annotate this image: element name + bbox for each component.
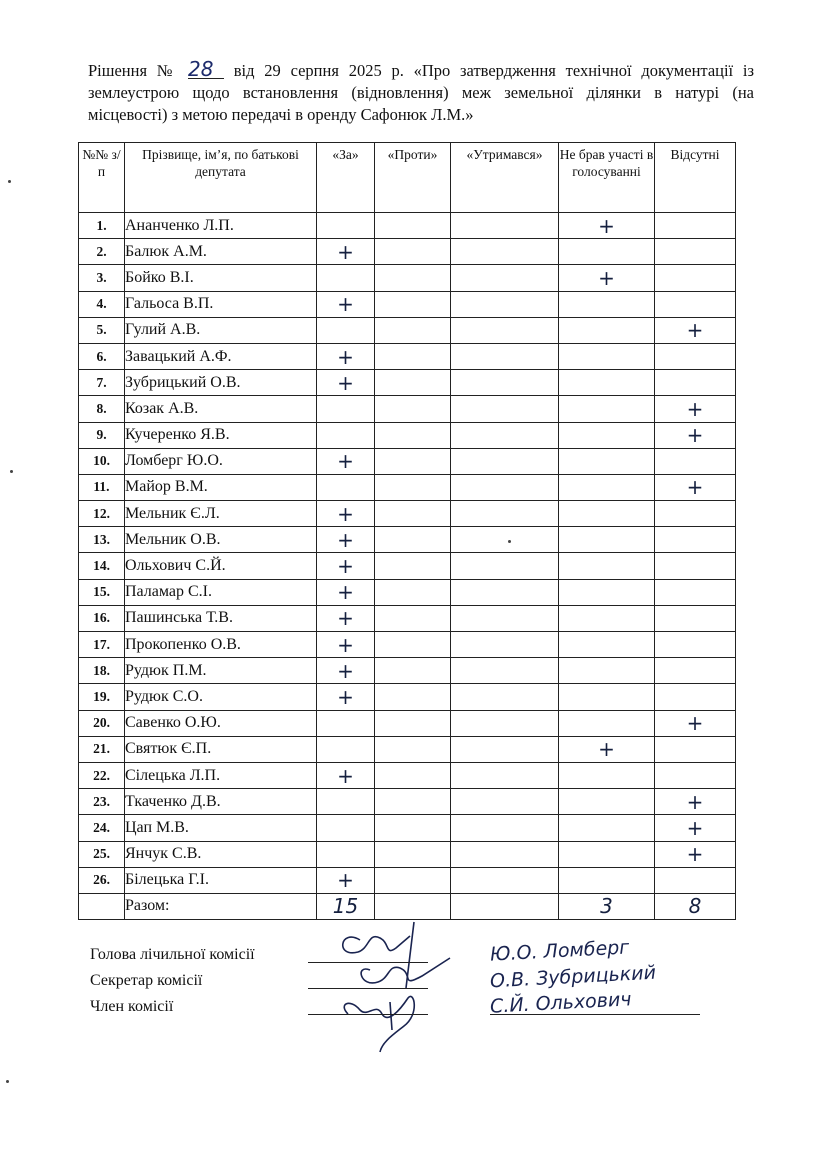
vote-cell-abstained [451, 265, 559, 291]
header-num: №№ з/п [79, 143, 125, 213]
header-abstained: «Утримався» [451, 143, 559, 213]
table-row [79, 448, 736, 474]
vote-mark-for: + [317, 658, 375, 684]
header-for: «За» [317, 143, 375, 213]
deputy-name: Янчук С.В. [125, 841, 317, 867]
vote-mark-for: + [317, 553, 375, 579]
vote-cell-not-voted [559, 789, 655, 815]
vote-mark-absent: + [655, 789, 736, 815]
vote-mark-absent: + [655, 815, 736, 841]
row-number: 2. [79, 239, 125, 265]
vote-cell-against [375, 684, 451, 710]
vote-cell-against [375, 658, 451, 684]
table-row [79, 815, 736, 841]
deputy-name: Святюк Є.П. [125, 736, 317, 762]
deputy-name: Гулий А.В. [125, 317, 317, 343]
vote-mark-not-voted: + [559, 736, 655, 762]
vote-cell-against [375, 553, 451, 579]
deputy-name: Ананченко Л.П. [125, 213, 317, 239]
vote-cell-abstained [451, 736, 559, 762]
vote-cell-for [317, 815, 375, 841]
signature-block [90, 936, 657, 1020]
vote-cell-against [375, 632, 451, 658]
deputy-name: Гальоса В.П. [125, 291, 317, 317]
decision-heading [88, 57, 755, 126]
vote-mark-for: + [317, 501, 375, 527]
signature-row-member [90, 988, 633, 1020]
deputy-name: Білецька Г.І. [125, 867, 317, 893]
vote-mark-absent: + [655, 841, 736, 867]
total-against [375, 893, 451, 919]
vote-cell-abstained [451, 527, 559, 553]
vote-cell-abstained [451, 815, 559, 841]
vote-cell-for [317, 710, 375, 736]
row-number: 16. [79, 605, 125, 631]
vote-cell-absent [655, 239, 736, 265]
deputy-name: Прокопенко О.В. [125, 632, 317, 658]
table-row [79, 632, 736, 658]
scan-speck [508, 540, 511, 543]
vote-cell-abstained [451, 396, 559, 422]
signature-chairman [343, 922, 414, 988]
vote-cell-not-voted [559, 239, 655, 265]
total-not-voted: 3 [559, 893, 655, 919]
table-row [79, 265, 736, 291]
handwritten-name-chairman: Ю.О. Ломберг [489, 936, 630, 966]
row-number: 9. [79, 422, 125, 448]
table-row [79, 213, 736, 239]
decision-title: від 29 серпня 2025 р. «Про затвердження технічної документації із землеустрою щодо встановлення (відновлення) меж земельної ділянки в натурі (на місцевості) з метою передачі в оренду Сафонюк Л.М.» [88, 61, 755, 124]
signature-row-chairman [90, 936, 630, 968]
vote-cell-not-voted [559, 867, 655, 893]
deputy-name: Кучеренко Я.В. [125, 422, 317, 448]
totals-row [79, 893, 736, 919]
table-row [79, 553, 736, 579]
vote-mark-absent: + [655, 710, 736, 736]
row-number: 4. [79, 291, 125, 317]
vote-cell-against [375, 474, 451, 500]
deputy-name: Ольхович С.Й. [125, 553, 317, 579]
vote-cell-against [375, 762, 451, 788]
vote-cell-abstained [451, 474, 559, 500]
header-against: «Проти» [375, 143, 451, 213]
deputy-name: Савенко О.Ю. [125, 710, 317, 736]
row-number: 19. [79, 684, 125, 710]
vote-cell-not-voted [559, 396, 655, 422]
vote-cell-abstained [451, 553, 559, 579]
total-abstained [451, 893, 559, 919]
table-row [79, 291, 736, 317]
vote-cell-absent [655, 213, 736, 239]
role-secretary: Секретар комісії [90, 972, 203, 989]
row-number: 24. [79, 815, 125, 841]
vote-cell-absent [655, 501, 736, 527]
vote-cell-against [375, 213, 451, 239]
totals-num-cell [79, 893, 125, 919]
deputy-name: Зубрицький О.В. [125, 370, 317, 396]
vote-mark-not-voted: + [559, 265, 655, 291]
row-number: 23. [79, 789, 125, 815]
vote-cell-abstained [451, 422, 559, 448]
row-number: 12. [79, 501, 125, 527]
vote-cell-against [375, 736, 451, 762]
vote-cell-against [375, 448, 451, 474]
vote-cell-not-voted [559, 448, 655, 474]
deputy-name: Майор В.М. [125, 474, 317, 500]
row-number: 13. [79, 527, 125, 553]
row-number: 22. [79, 762, 125, 788]
row-number: 17. [79, 632, 125, 658]
table-row [79, 841, 736, 867]
vote-cell-not-voted [559, 815, 655, 841]
vote-cell-not-voted [559, 632, 655, 658]
vote-cell-abstained [451, 841, 559, 867]
vote-cell-abstained [451, 370, 559, 396]
row-number: 21. [79, 736, 125, 762]
vote-cell-for [317, 317, 375, 343]
vote-cell-for [317, 841, 375, 867]
table-row [79, 736, 736, 762]
handwritten-name-member: С.Й. Ольхович [489, 988, 633, 1018]
vote-cell-against [375, 815, 451, 841]
vote-cell-not-voted [559, 474, 655, 500]
vote-cell-abstained [451, 789, 559, 815]
deputy-name: Сілецька Л.П. [125, 762, 317, 788]
vote-cell-not-voted [559, 527, 655, 553]
deputy-name: Балюк А.М. [125, 239, 317, 265]
row-number: 18. [79, 658, 125, 684]
vote-cell-against [375, 291, 451, 317]
vote-mark-for: + [317, 343, 375, 369]
vote-cell-abstained [451, 710, 559, 736]
vote-cell-abstained [451, 213, 559, 239]
vote-cell-against [375, 370, 451, 396]
vote-cell-absent [655, 632, 736, 658]
vote-mark-not-voted: + [559, 213, 655, 239]
deputy-name: Бойко В.І. [125, 265, 317, 291]
vote-cell-for [317, 789, 375, 815]
vote-cell-absent [655, 527, 736, 553]
table-row [79, 762, 736, 788]
row-number: 26. [79, 867, 125, 893]
vote-cell-not-voted [559, 579, 655, 605]
total-for: 15 [317, 893, 375, 919]
vote-cell-absent [655, 343, 736, 369]
vote-cell-against [375, 343, 451, 369]
vote-cell-against [375, 396, 451, 422]
vote-cell-for [317, 474, 375, 500]
vote-cell-absent [655, 553, 736, 579]
vote-cell-not-voted [559, 501, 655, 527]
row-number: 14. [79, 553, 125, 579]
vote-mark-for: + [317, 527, 375, 553]
vote-cell-abstained [451, 501, 559, 527]
vote-cell-absent [655, 762, 736, 788]
row-number: 15. [79, 579, 125, 605]
vote-cell-against [375, 579, 451, 605]
role-chairman: Голова лічильної комісії [90, 946, 255, 963]
row-number: 8. [79, 396, 125, 422]
deputy-name: Рудюк П.М. [125, 658, 317, 684]
row-number: 25. [79, 841, 125, 867]
scan-speck [8, 180, 11, 183]
signature-line [308, 962, 428, 963]
vote-mark-absent: + [655, 422, 736, 448]
vote-cell-abstained [451, 762, 559, 788]
vote-cell-abstained [451, 239, 559, 265]
vote-cell-against [375, 265, 451, 291]
role-member: Член комісії [90, 998, 174, 1015]
deputy-name: Ломберг Ю.О. [125, 448, 317, 474]
deputy-name: Паламар С.І. [125, 579, 317, 605]
vote-cell-not-voted [559, 684, 655, 710]
vote-cell-abstained [451, 291, 559, 317]
vote-cell-absent [655, 684, 736, 710]
vote-cell-not-voted [559, 762, 655, 788]
table-row [79, 239, 736, 265]
table-row [79, 684, 736, 710]
signature-member [344, 996, 414, 1052]
deputy-name: Мельник О.В. [125, 527, 317, 553]
decision-number: 28 [188, 60, 224, 79]
vote-mark-absent: + [655, 474, 736, 500]
table-row [79, 605, 736, 631]
vote-cell-abstained [451, 579, 559, 605]
table-row [79, 579, 736, 605]
vote-cell-for [317, 422, 375, 448]
deputy-name: Цап М.В. [125, 815, 317, 841]
table-row [79, 317, 736, 343]
table-row [79, 343, 736, 369]
vote-mark-for: + [317, 370, 375, 396]
table-row [79, 710, 736, 736]
vote-cell-for [317, 265, 375, 291]
row-number: 5. [79, 317, 125, 343]
vote-cell-not-voted [559, 422, 655, 448]
vote-cell-not-voted [559, 710, 655, 736]
vote-cell-abstained [451, 343, 559, 369]
vote-cell-absent [655, 291, 736, 317]
signature-line [308, 1014, 428, 1015]
vote-cell-abstained [451, 448, 559, 474]
vote-cell-for [317, 736, 375, 762]
vote-cell-against [375, 710, 451, 736]
vote-mark-for: + [317, 291, 375, 317]
handwritten-name-secretary: О.В. Зубрицький [489, 961, 657, 993]
row-number: 7. [79, 370, 125, 396]
vote-cell-abstained [451, 658, 559, 684]
vote-mark-for: + [317, 448, 375, 474]
vote-cell-absent [655, 736, 736, 762]
vote-mark-for: + [317, 762, 375, 788]
table-row [79, 396, 736, 422]
table-row [79, 658, 736, 684]
vote-cell-abstained [451, 632, 559, 658]
vote-cell-absent [655, 265, 736, 291]
vote-cell-not-voted [559, 841, 655, 867]
vote-cell-absent [655, 579, 736, 605]
vote-cell-against [375, 317, 451, 343]
row-number: 1. [79, 213, 125, 239]
table-row [79, 789, 736, 815]
vote-cell-against [375, 501, 451, 527]
deputy-name: Мельник Є.Л. [125, 501, 317, 527]
vote-cell-not-voted [559, 553, 655, 579]
vote-cell-against [375, 867, 451, 893]
scan-speck [10, 470, 13, 473]
deputy-name: Козак А.В. [125, 396, 317, 422]
vote-cell-not-voted [559, 605, 655, 631]
vote-cell-against [375, 841, 451, 867]
totals-label: Разом: [125, 893, 317, 919]
row-number: 11. [79, 474, 125, 500]
table-row [79, 370, 736, 396]
vote-cell-for [317, 396, 375, 422]
vote-mark-absent: + [655, 396, 736, 422]
vote-cell-for [317, 213, 375, 239]
vote-cell-not-voted [559, 291, 655, 317]
table-row [79, 422, 736, 448]
table-row [79, 867, 736, 893]
vote-mark-for: + [317, 867, 375, 893]
header-name: Прізвище, ім’я, по батькові депутата [125, 143, 317, 213]
row-number: 10. [79, 448, 125, 474]
vote-cell-abstained [451, 317, 559, 343]
vote-cell-against [375, 422, 451, 448]
decision-prefix: Рішення № [88, 61, 179, 80]
vote-cell-against [375, 527, 451, 553]
vote-cell-not-voted [559, 343, 655, 369]
vote-cell-against [375, 605, 451, 631]
deputy-name: Завацький А.Ф. [125, 343, 317, 369]
deputy-name: Рудюк С.О. [125, 684, 317, 710]
header-absent: Відсутні [655, 143, 736, 213]
vote-cell-absent [655, 605, 736, 631]
table-row [79, 474, 736, 500]
vote-cell-against [375, 789, 451, 815]
vote-cell-absent [655, 658, 736, 684]
voting-table [78, 142, 736, 920]
vote-mark-for: + [317, 579, 375, 605]
vote-cell-absent [655, 370, 736, 396]
total-absent: 8 [655, 893, 736, 919]
vote-cell-not-voted [559, 317, 655, 343]
table-row [79, 527, 736, 553]
vote-mark-for: + [317, 605, 375, 631]
vote-cell-abstained [451, 684, 559, 710]
vote-mark-absent: + [655, 317, 736, 343]
table-row [79, 501, 736, 527]
vote-mark-for: + [317, 239, 375, 265]
deputy-name: Пашинська Т.В. [125, 605, 317, 631]
vote-cell-abstained [451, 605, 559, 631]
vote-cell-absent [655, 448, 736, 474]
header-not-voted: Не брав участі в голосуванні [559, 143, 655, 213]
vote-cell-absent [655, 867, 736, 893]
vote-cell-abstained [451, 867, 559, 893]
vote-cell-against [375, 239, 451, 265]
signature-line [308, 988, 428, 989]
vote-mark-for: + [317, 632, 375, 658]
row-number: 6. [79, 343, 125, 369]
row-number: 20. [79, 710, 125, 736]
signature-row-secretary [90, 961, 657, 994]
row-number: 3. [79, 265, 125, 291]
scan-speck [6, 1080, 9, 1083]
deputy-name: Ткаченко Д.В. [125, 789, 317, 815]
vote-mark-for: + [317, 684, 375, 710]
vote-cell-not-voted [559, 370, 655, 396]
vote-cell-not-voted [559, 658, 655, 684]
